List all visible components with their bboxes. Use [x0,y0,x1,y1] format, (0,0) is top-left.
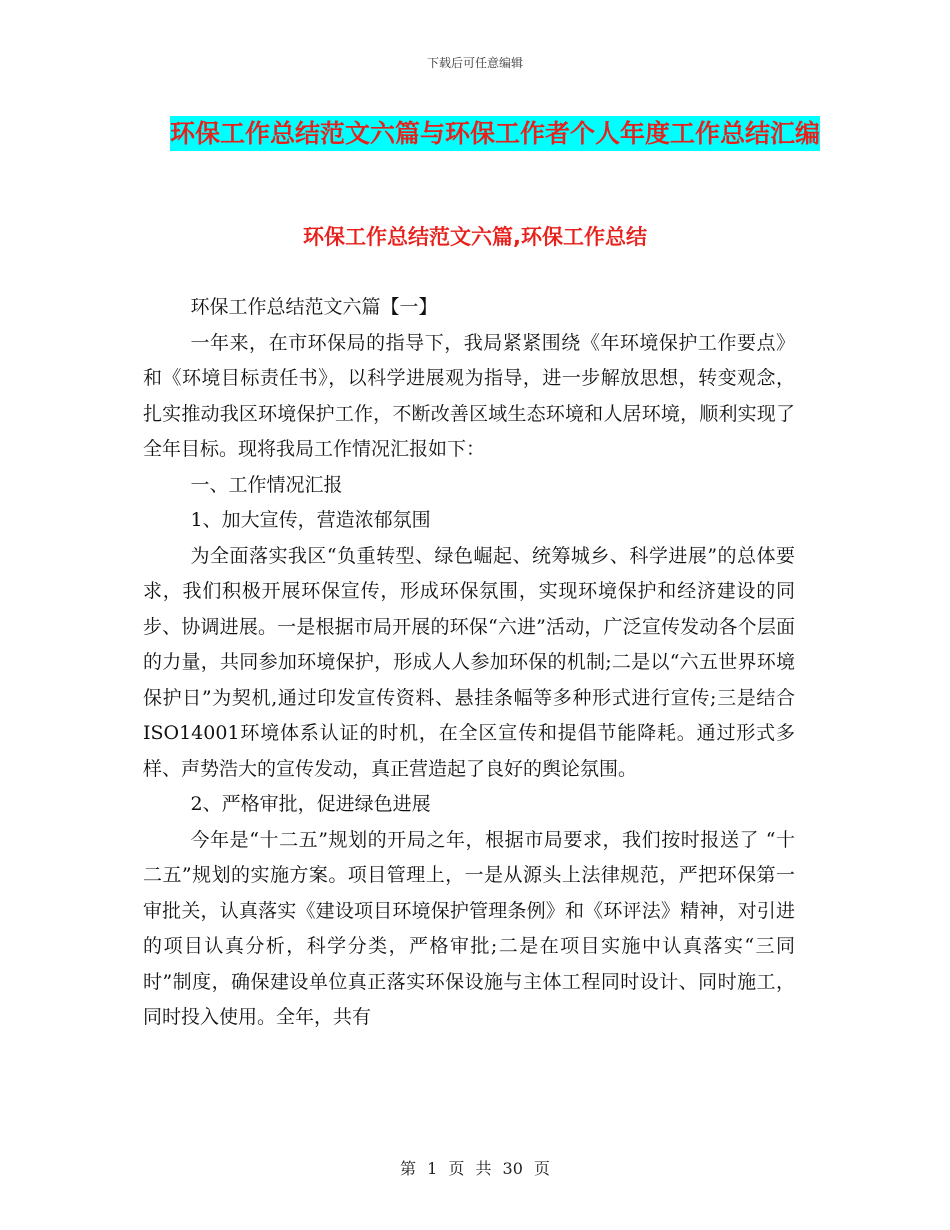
body-paragraph: 一年来，在市环保局的指导下，我局紧紧围绕《年环境保护工作要点》和《环境目标责任书》，以科学进展观为指导，进一步解放思想，转变观念，扎实推动我区环境保护工作，不断改善区域生态环境和人居环境，顺利实现了全年目标。现将我局工作情况汇报如下： [143,331,795,460]
section-heading: 一、工作情况汇报 [190,473,343,496]
header-note: 下载后可任意编辑 [426,56,523,70]
document-title-text: 环保工作总结范文六篇与环保工作者个人年度工作总结汇编 [170,116,820,151]
subsection-heading: 2、严格审批，促进绿色进展 [190,793,431,815]
page-footer: 第 1 页 共 30 页 [400,1159,550,1178]
body-paragraph: 今年是“十二五”规划的开局之年，根据市局要求，我们按时报送了 “十二五”规划的实施方案。项目管理上，一是从源头上法律规范，严把环保第一审批关，认真落实《建设项目环境保护管理条例》和《环评法》精神，对引进的项目认真分析，科学分类，严格审批;二是在项目实施中认真落实“三同时”制度，确保建设单位真正落实环保设施与主体工程同时设计、同时施工，同时投入使用。全年，共有 [143,828,795,1028]
document-subtitle: 环保工作总结范文六篇,环保工作总结 [303,225,647,249]
section-heading: 环保工作总结范文六篇【一】 [190,296,438,318]
body-paragraph: 为全面落实我区“负重转型、绿色崛起、统筹城乡、科学进展”的总体要求，我们积极开展环保宣传，形成环保氛围，实现环境保护和经济建设的同步、协调进展。一是根据市局开展的环保“六进”活动，广泛宣传发动各个层面的力量，共同参加环境保护，形成人人参加环保的机制;二是以“六五世界环境保护日”为契机,通过印发宣传资料、悬挂条幅等多种形式进行宣传;三是结合ISO14001环境体系认证的时机，在全区宣传和提倡节能降耗。通过形式多样、声势浩大的宣传发动，真正营造起了良好的舆论氛围。 [143,544,795,780]
subsection-heading: 1、加大宣传，营造浓郁氛围 [190,509,431,531]
document-body [143,290,795,1036]
document-title [150,108,840,160]
